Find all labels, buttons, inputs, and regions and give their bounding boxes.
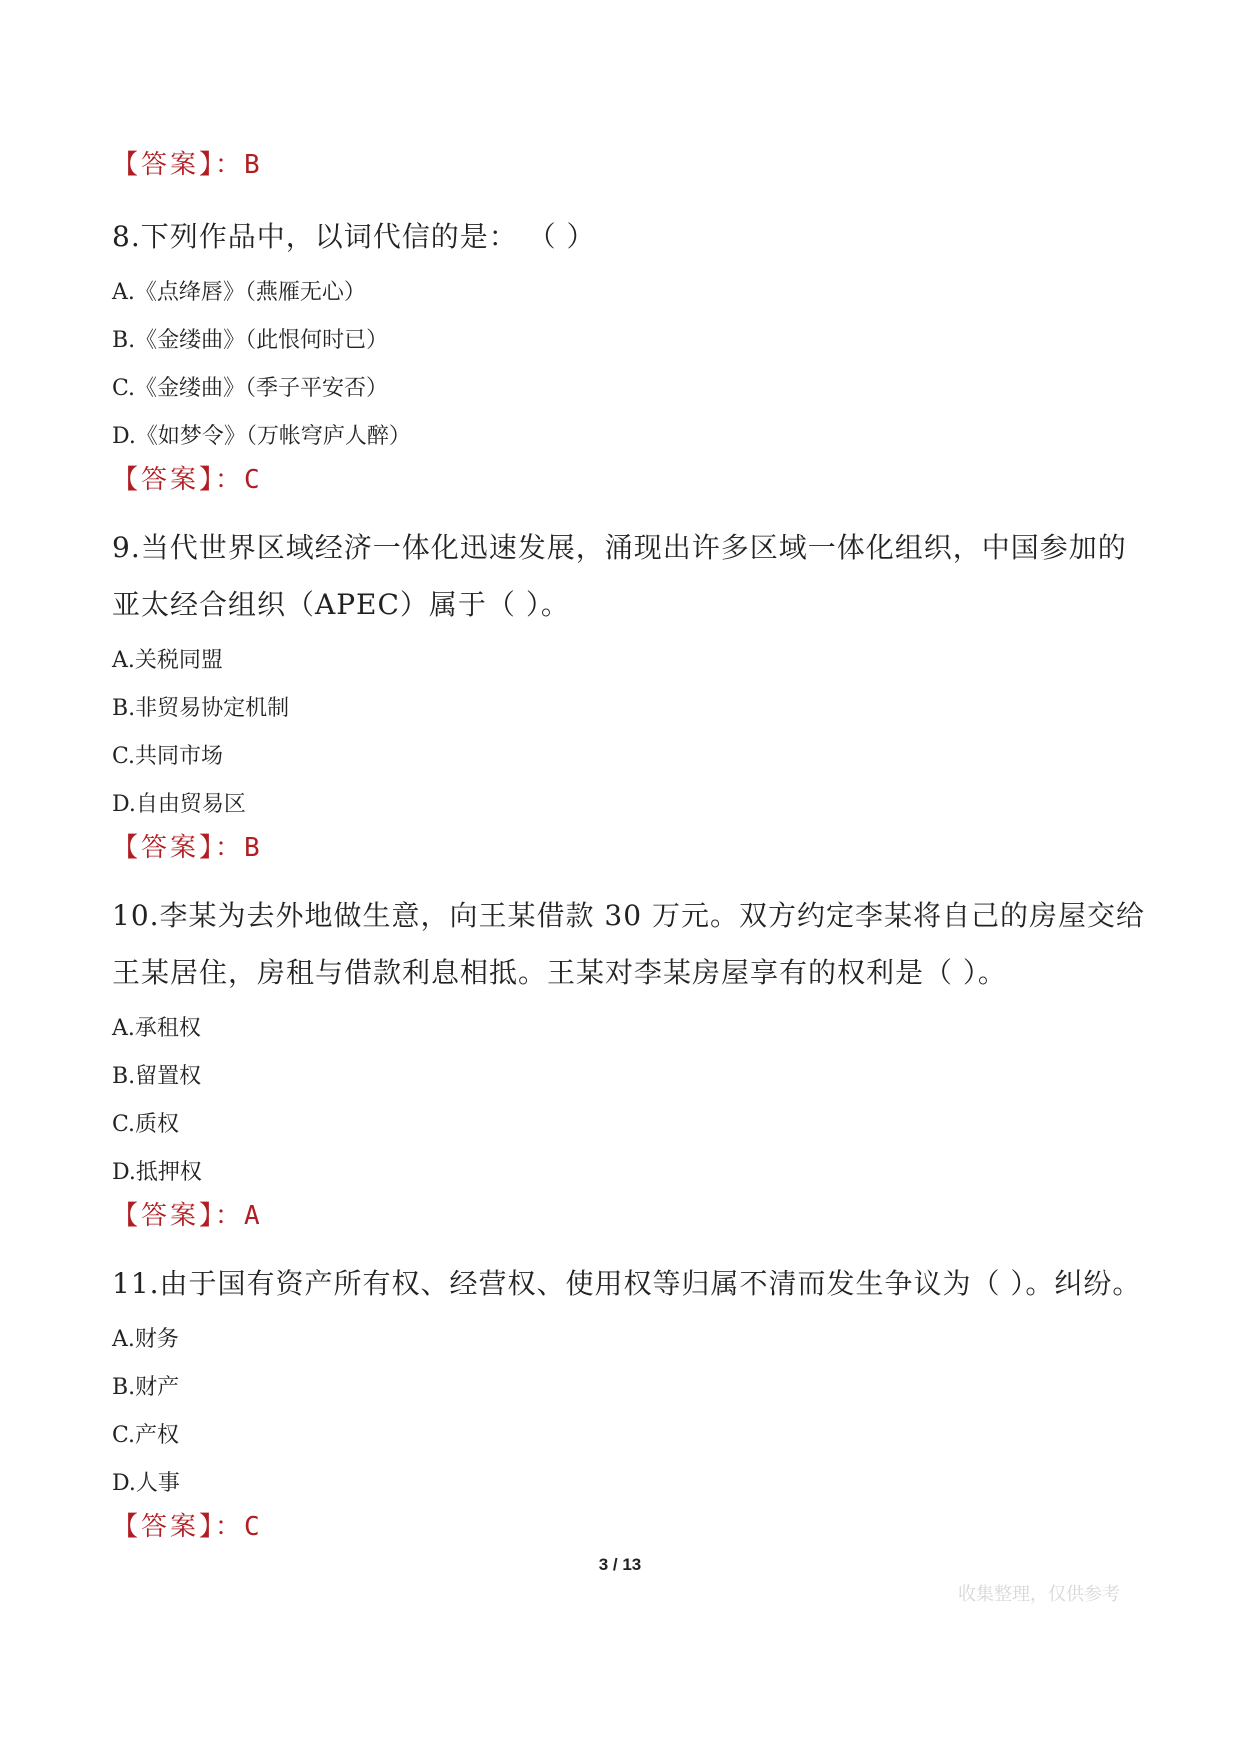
question-number: 8. bbox=[112, 220, 141, 253]
option-b: B.留置权 bbox=[112, 1064, 202, 1089]
question-text: 李某为去外地做生意，向王某借款 30 万元。双方约定李某将自己的房屋交给王某居住，房租与借款利息相抵。王某对李某房屋享有的权利是（ ）。 bbox=[112, 899, 1145, 989]
question-8 bbox=[112, 208, 1152, 265]
option-d: D.抵押权 bbox=[112, 1160, 202, 1185]
option-list bbox=[112, 1005, 1152, 1197]
answer-label: 【答案】 bbox=[112, 1512, 216, 1542]
option-c: C.共同市场 bbox=[112, 744, 224, 769]
page-content bbox=[112, 146, 1152, 1546]
answer-line bbox=[112, 1197, 1152, 1235]
question-10 bbox=[112, 887, 1152, 1001]
answer-value: B bbox=[244, 150, 263, 180]
question-text: 由于国有资产所有权、经营权、使用权等归属不清而发生争议为（ ）。纠纷。 bbox=[159, 1267, 1142, 1300]
option-a: A.关税同盟 bbox=[112, 648, 223, 673]
option-c: C.《金缕曲》（季子平安否） bbox=[112, 376, 389, 401]
option-c: C.产权 bbox=[112, 1423, 180, 1448]
question-number: 11. bbox=[112, 1267, 160, 1300]
option-a: A.财务 bbox=[112, 1327, 179, 1352]
answer-line bbox=[112, 146, 1152, 184]
option-d: D.人事 bbox=[112, 1471, 180, 1496]
question-11 bbox=[112, 1255, 1152, 1312]
answer-line bbox=[112, 1508, 1152, 1546]
answer-separator: ： bbox=[215, 465, 245, 495]
answer-value: B bbox=[244, 833, 263, 863]
question-number: 9. bbox=[112, 531, 141, 564]
answer-separator: ： bbox=[215, 1512, 245, 1542]
option-b: B.非贸易协定机制 bbox=[112, 696, 290, 721]
answer-line bbox=[112, 829, 1152, 867]
option-b: B.财产 bbox=[112, 1375, 180, 1400]
option-a: A.《点绛唇》（燕雁无心） bbox=[112, 280, 366, 305]
option-d: D.《如梦令》（万帐穹庐人醉） bbox=[112, 424, 411, 449]
option-c: C.质权 bbox=[112, 1112, 180, 1137]
answer-value: A bbox=[244, 1201, 263, 1231]
question-text: 当代世界区域经济一体化迅速发展，涌现出许多区域一体化组织，中国参加的亚太经合组织（APEC）属于（ ）。 bbox=[112, 531, 1127, 621]
answer-label: 【答案】 bbox=[112, 465, 216, 495]
answer-separator: ： bbox=[215, 1201, 245, 1231]
answer-label: 【答案】 bbox=[112, 833, 216, 863]
answer-value: C bbox=[244, 465, 263, 495]
answer-label: 【答案】 bbox=[112, 1201, 216, 1231]
option-list bbox=[112, 1316, 1152, 1508]
option-a: A.承租权 bbox=[112, 1016, 201, 1041]
option-d: D.自由贸易区 bbox=[112, 792, 246, 817]
option-b: B.《金缕曲》（此恨何时已） bbox=[112, 328, 389, 353]
answer-label: 【答案】 bbox=[112, 150, 216, 180]
answer-separator: ： bbox=[215, 833, 245, 863]
question-text: 下列作品中，以词代信的是： （ ） bbox=[140, 220, 596, 253]
question-number: 10. bbox=[112, 899, 160, 932]
answer-value: C bbox=[244, 1512, 263, 1542]
option-list bbox=[112, 269, 1152, 461]
question-9 bbox=[112, 519, 1152, 633]
answer-separator: ： bbox=[215, 150, 245, 180]
page-number: 3 / 13 bbox=[598, 1555, 642, 1574]
option-list bbox=[112, 637, 1152, 829]
answer-line bbox=[112, 461, 1152, 499]
watermark-text: 收集整理，仅供参考 bbox=[958, 1584, 1120, 1605]
